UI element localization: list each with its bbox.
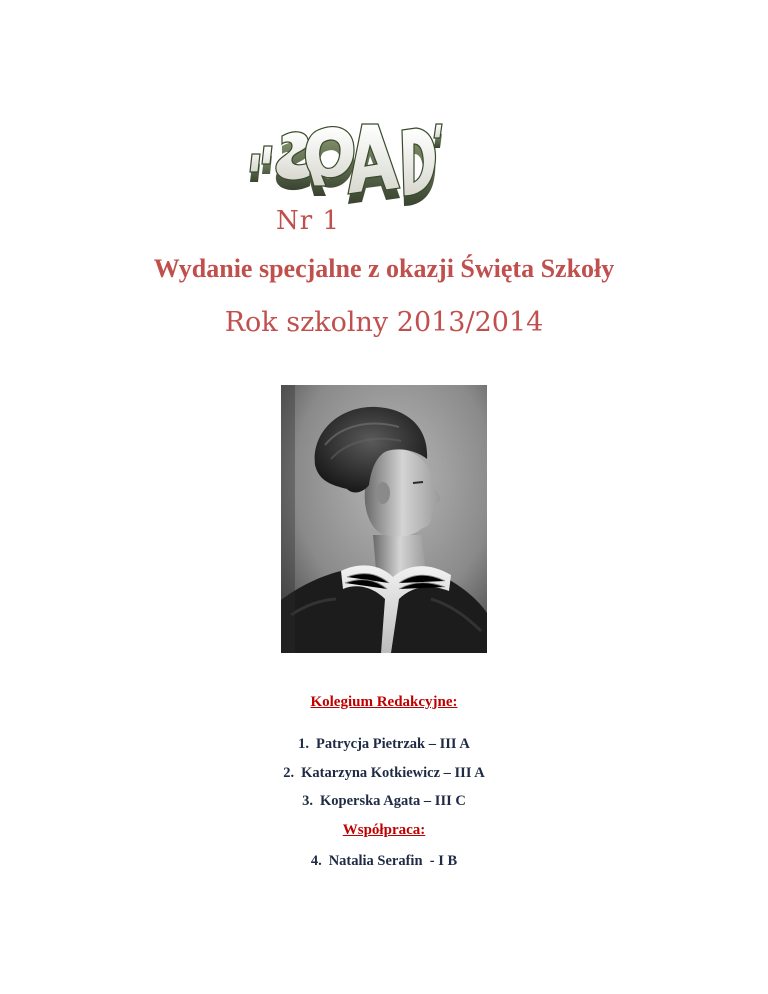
member-name: Natalia Serafin - I B (328, 853, 458, 869)
member-name: Katarzyna Kotkiewicz – III A (301, 765, 485, 781)
member-number: 2. (283, 765, 295, 781)
school-year: Rok szkolny 2013/2014 (224, 307, 544, 338)
portrait-photo (281, 385, 487, 653)
masthead-logo (244, 92, 444, 217)
cooperation-member (0, 853, 768, 870)
member-name: Patrycja Pietrzak – III A (316, 736, 470, 752)
issue-number: Nr 1 (276, 206, 340, 236)
cooperation-heading: Współpraca: (342, 822, 426, 838)
member-number: 1. (298, 736, 310, 752)
board-member (0, 765, 768, 782)
board-member (0, 736, 768, 753)
member-name: Koperska Agata – III C (320, 793, 466, 809)
board-member (0, 793, 768, 810)
editorial-board-heading: Kolegium Redakcyjne: (310, 694, 458, 710)
member-number: 4. (310, 853, 322, 869)
special-edition-title: Wydanie specjalne z okazji Święta Szkoły (153, 254, 615, 283)
member-number: 3. (302, 793, 314, 809)
